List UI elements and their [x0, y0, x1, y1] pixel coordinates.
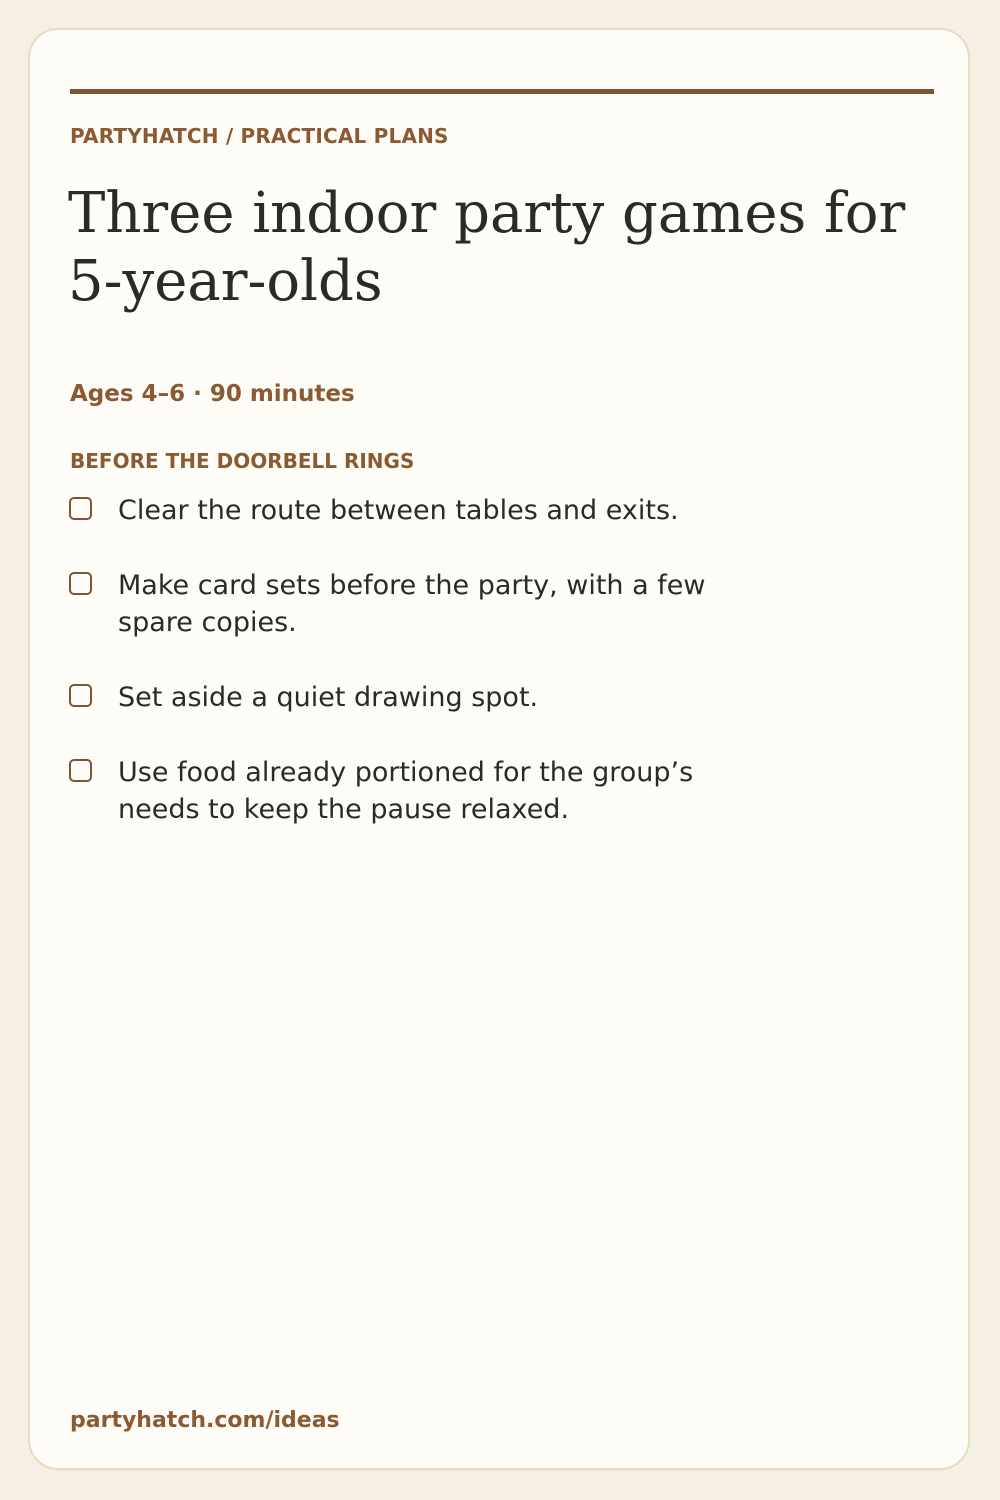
checklist-item — [68, 567, 768, 641]
checkbox[interactable] — [69, 684, 92, 707]
checkbox[interactable] — [69, 572, 92, 595]
content-card — [28, 28, 970, 1470]
checklist — [68, 492, 768, 866]
checklist-item — [68, 754, 768, 828]
breadcrumb: PARTYHATCH / PRACTICAL PLANS — [70, 124, 449, 148]
checklist-item — [68, 679, 768, 716]
footer-link[interactable]: partyhatch.com/ideas — [70, 1408, 340, 1433]
top-rule-divider — [70, 89, 934, 94]
checklist-heading: BEFORE THE DOORBELL RINGS — [70, 449, 415, 473]
checkbox[interactable] — [69, 497, 92, 520]
checklist-item-label: Use food already portioned for the group’s needs to keep the pause relaxed. — [118, 757, 694, 825]
checklist-item-label: Make card sets before the party, with a few spare copies. — [118, 570, 706, 638]
party-meta: Ages 4–6 · 90 minutes — [70, 381, 355, 407]
checklist-item-label: Set aside a quiet drawing spot. — [118, 682, 539, 713]
checkbox[interactable] — [69, 759, 92, 782]
checklist-item — [68, 492, 768, 529]
page-title: Three indoor party games for 5-year-olds — [68, 181, 906, 314]
checklist-item-label: Clear the route between tables and exits. — [118, 495, 679, 526]
